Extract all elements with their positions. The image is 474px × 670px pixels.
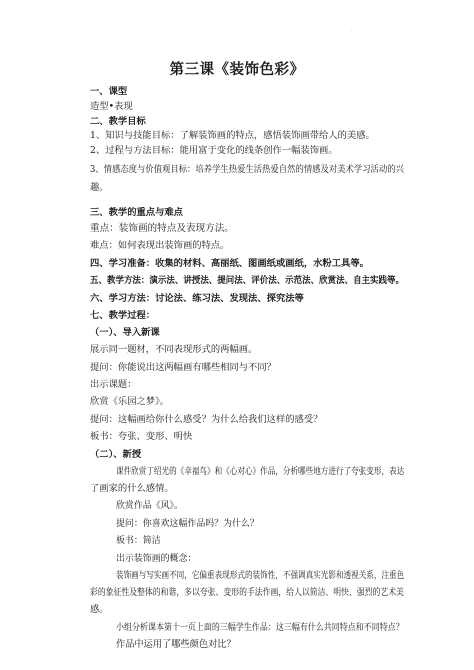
text-line: 作品中运用了哪些颜色对比？ (116, 639, 236, 650)
text-line: 1、知识与技能目标：了解装饰画的特点，感悟装饰画带给人的美感。 (90, 130, 375, 141)
text-line: 课件欣赏丁绍光的《幸福鸟》和《心对心》作品，分析哪些地方进行了夸张变形，表达 (116, 466, 405, 477)
text-line: 造型•表现 (90, 101, 133, 112)
text-line: 提问：你能说出这两幅画有哪些相同与不同？ (90, 362, 276, 373)
text-line: 板书：夸张、变形、明快 (90, 431, 193, 442)
text-line: 难点：如何表现出装饰画的特点。 (90, 240, 230, 251)
text-line: 感。 (90, 604, 109, 615)
text-line: 六、学习方法：讨论法、练习法、发现法、探究法等 (90, 293, 304, 304)
text-line: 五、教学方法：演示法、讲授法、提问法、评价法、示范法、欣赏法、自主实践等。 (90, 275, 404, 286)
text-line: 四、学习准备：收集的材料、高丽纸、图画纸或画纸，水粉工具等。 (90, 258, 369, 269)
text-line: 欣赏《乐园之梦》。 (90, 396, 170, 407)
text-line: 一、课型 (90, 86, 128, 97)
text-line: 小组分析课本第十一页上面的三幅学生作品：这三幅有什么共同特点和不同特点？ (116, 622, 404, 633)
text-line: 了画家的什么感情。 (90, 483, 174, 494)
text-line: 趣。 (90, 182, 109, 193)
page-mark: · (351, 28, 353, 35)
text-line: 提问：这幅画给你什么感受？为什么给我们这样的感受？ (90, 414, 323, 425)
text-line: 展示同一题材，不同表现形式的两幅画。 (90, 344, 258, 355)
text-line: 3、情感态度与价值观目标：培养学生热爱生活热爱自然的情感及对美术学习活动的兴 (90, 164, 404, 175)
text-line: 三、教学的重点与难点 (90, 207, 183, 218)
text-line: 七、教学过程： (90, 310, 156, 321)
text-line: 欣赏作品《风》。 (116, 500, 183, 511)
text-line: 提问：你喜欢这幅作品吗？为什么？ (116, 518, 259, 529)
text-line: （一）、导入新课 (90, 327, 160, 338)
text-line: 2、过程与方法目标：能用富于变化的线条创作一幅装饰画。 (90, 145, 338, 156)
text-line: 出示课题： (90, 379, 137, 390)
text-line: 板书：简洁 (116, 535, 161, 546)
text-line: 彩的象征性及整体的和谐，多以夸张、变形的手法作画，给人以简洁、明快、强烈的艺术美 (90, 587, 404, 598)
text-line: 二、教学目标 (90, 116, 146, 127)
text-line: （二）、新授 (90, 449, 142, 460)
text-line: 装饰画与写实画不同，它偏重表现形式的装饰性，不强调真实光影和透视关系，注重色 (116, 570, 405, 581)
lesson-title: 第三课《装饰色彩》 (169, 62, 305, 78)
text-line: 出示装饰画的概念： (116, 553, 197, 564)
text-line: 重点：装饰画的特点及表现方法。 (90, 223, 234, 234)
